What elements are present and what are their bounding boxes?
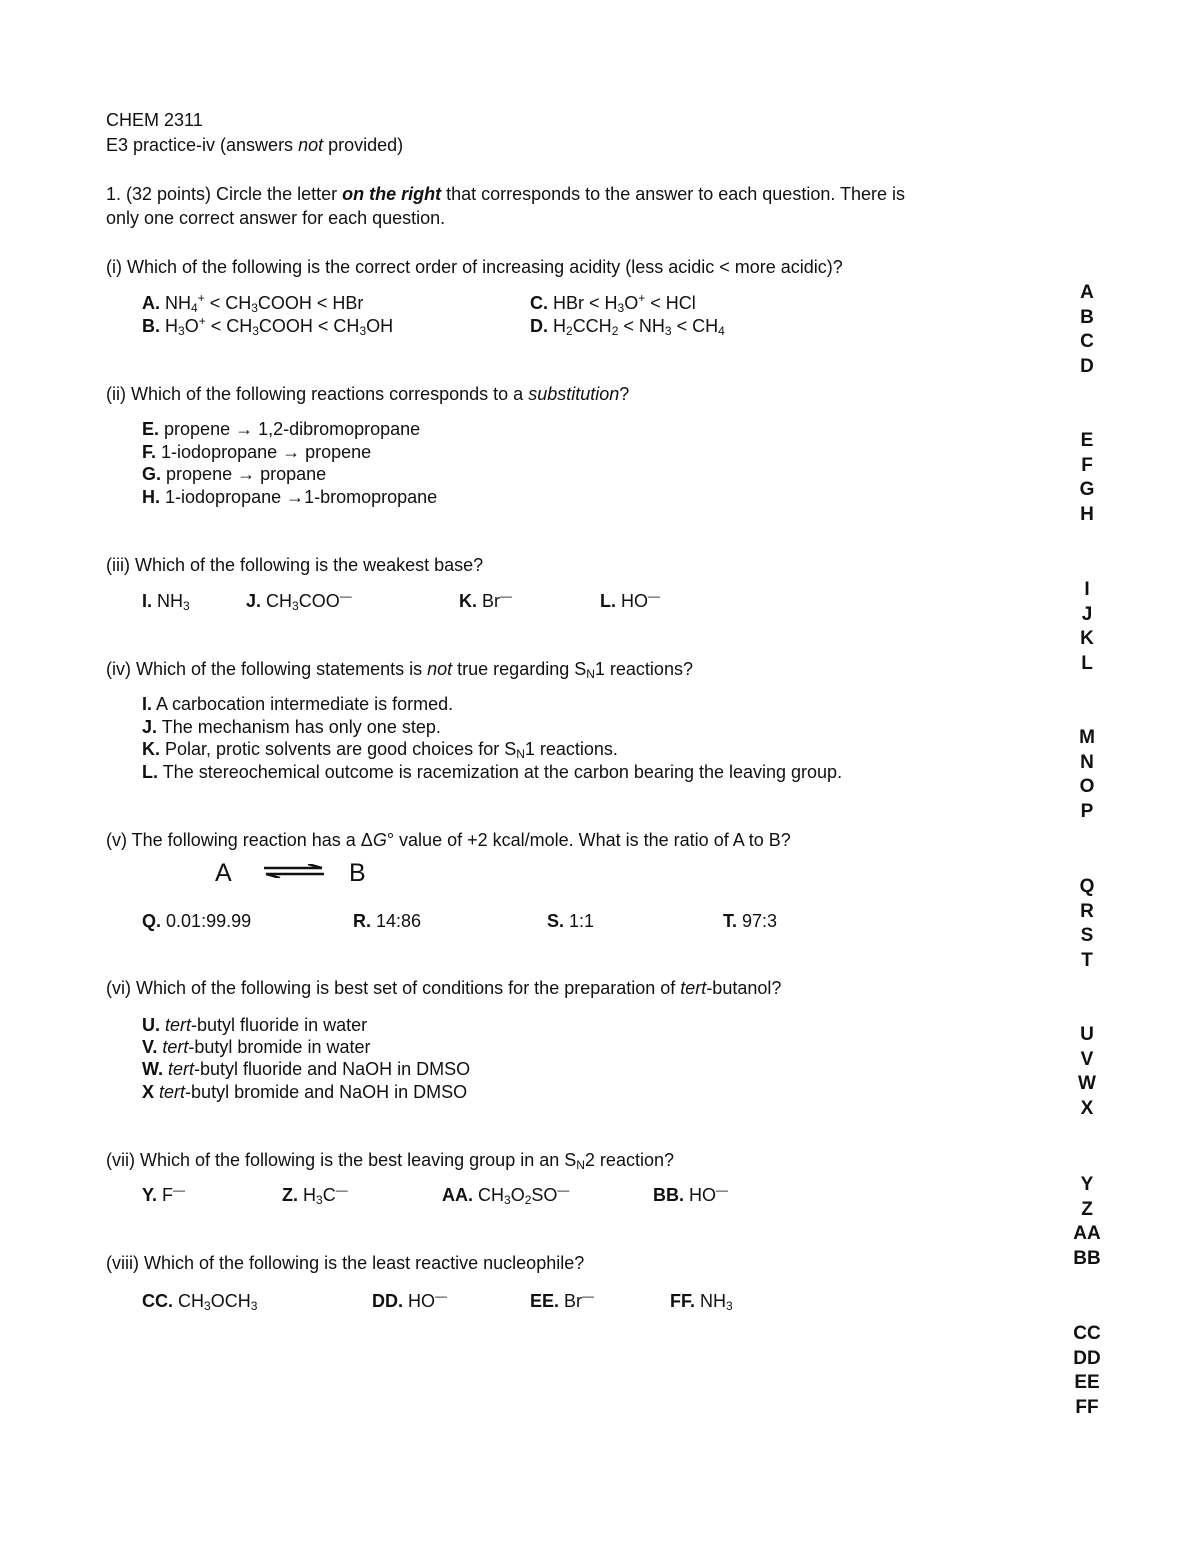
answer-letter[interactable]: W xyxy=(1078,1073,1096,1095)
answer-letter[interactable]: Y xyxy=(1080,1174,1094,1195)
option-s: S. 1:1 xyxy=(547,911,595,931)
option-e: E. propene → 1,2-dibromopropane xyxy=(142,419,421,439)
option-u: U. tert-butyl fluoride in water xyxy=(142,1015,368,1035)
answer-letter[interactable]: FF xyxy=(1075,1397,1099,1419)
answer-letter[interactable]: Z xyxy=(1081,1198,1093,1220)
answer-letter[interactable]: I xyxy=(1084,579,1090,600)
product-b: B xyxy=(349,859,366,887)
option-t: T. 97:3 xyxy=(723,911,778,931)
answer-letter[interactable]: CC xyxy=(1073,1323,1101,1344)
answer-letter[interactable]: BB xyxy=(1073,1248,1101,1270)
option-dd: DD. HO— xyxy=(372,1289,448,1311)
answer-letter[interactable]: G xyxy=(1079,479,1095,501)
instructions-line-1: 1. (32 points) Circle the letter on the right that corresponds to the answer to each question. There is xyxy=(106,184,906,204)
course-title: CHEM 2311 xyxy=(106,110,203,130)
option-bb: BB. HO— xyxy=(653,1183,729,1205)
question-v: (v) The following reaction has a ΔG° value of +2 kcal/mole. What is the ratio of A to B? xyxy=(106,830,791,850)
answer-letter[interactable]: EE xyxy=(1074,1372,1100,1394)
answer-letters-viii xyxy=(1057,1322,1117,1421)
answer-letters-iii xyxy=(1057,578,1117,677)
answer-letter[interactable]: R xyxy=(1080,900,1094,922)
option-j-statement: J. The mechanism has only one step. xyxy=(142,717,441,737)
answer-letter[interactable]: AA xyxy=(1073,1223,1101,1245)
answer-letter[interactable]: L xyxy=(1081,653,1093,675)
question-vii: (vii) Which of the following is the best leaving group in an $S_N2$ reaction? xyxy=(106,1150,674,1172)
option-w: W. tert-butyl fluoride and NaOH in DMSO xyxy=(142,1059,471,1079)
answer-letter[interactable]: P xyxy=(1080,801,1094,823)
equilibrium-arrow-icon xyxy=(262,864,326,878)
option-cc: CC. $CH_3OCH_3$ xyxy=(142,1291,258,1313)
reactant-a: A xyxy=(215,859,232,887)
answer-letter[interactable]: B xyxy=(1080,306,1094,328)
option-a: A. $NH_4^+$ < $CH_3COOH$ < HBr xyxy=(142,291,364,315)
option-i-base: I. $NH_3$ xyxy=(142,591,190,613)
answer-letters-vii xyxy=(1057,1173,1117,1272)
answer-letter[interactable]: N xyxy=(1080,751,1094,773)
option-i-statement: I. A carbocation intermediate is formed. xyxy=(142,694,454,714)
answer-letter[interactable]: K xyxy=(1080,628,1094,650)
answer-letter[interactable]: H xyxy=(1080,504,1094,526)
answer-letter[interactable]: DD xyxy=(1073,1347,1101,1369)
question-ii: (ii) Which of the following reactions corresponds to a substitution? xyxy=(106,384,630,404)
answer-letter[interactable]: Q xyxy=(1079,876,1095,897)
question-iii: (iii) Which of the following is the weakest base? xyxy=(106,555,484,575)
answer-letters-vi xyxy=(1057,1023,1117,1122)
option-y: Y. F— xyxy=(142,1183,186,1205)
answer-letter[interactable]: C xyxy=(1080,331,1094,353)
answer-letter[interactable]: U xyxy=(1080,1024,1094,1045)
option-j-base: J. $CH_3COO^—$ xyxy=(246,589,352,613)
option-ff: FF. $NH_3$ xyxy=(670,1291,733,1313)
answer-letter[interactable]: D xyxy=(1080,356,1094,378)
answer-letters-iv xyxy=(1057,726,1117,825)
question-iv: (iv) Which of the following statements is not true regarding $S_N1$ reactions? xyxy=(106,659,693,681)
answer-letter[interactable]: A xyxy=(1080,282,1094,303)
answer-letter[interactable]: E xyxy=(1080,430,1094,451)
instructions-line-2: only one correct answer for each question. xyxy=(106,208,446,228)
option-c: C. HBr < $H_3O^+$ < HCl xyxy=(530,291,696,315)
answer-letter[interactable]: M xyxy=(1079,727,1095,748)
option-ee: EE. Br— xyxy=(530,1289,595,1311)
option-r: R. 14:86 xyxy=(353,911,422,931)
answer-letter[interactable]: O xyxy=(1079,776,1095,798)
option-x: X tert-butyl bromide and NaOH in DMSO xyxy=(142,1082,468,1102)
option-z: Z. $H_3C^—$ xyxy=(282,1183,348,1207)
exam-subtitle: E3 practice-iv (answers not provided) xyxy=(106,135,404,155)
option-h: H. 1-iodopropane →1-bromopropane xyxy=(142,487,438,507)
option-l-base: L. HO— xyxy=(600,589,661,611)
question-viii: (viii) Which of the following is the least reactive nucleophile? xyxy=(106,1253,585,1273)
option-k-base: K. Br— xyxy=(459,589,513,611)
option-v: V. tert-butyl bromide in water xyxy=(142,1037,371,1057)
answer-letter[interactable]: V xyxy=(1080,1048,1094,1070)
option-b: B. $H_3O^+$ < $CH_3COOH < CH_3OH$ xyxy=(142,314,394,338)
answer-letter[interactable]: X xyxy=(1080,1098,1094,1120)
question-vi: (vi) Which of the following is best set of conditions for the preparation of tert-butanol? xyxy=(106,978,782,998)
answer-letter[interactable]: S xyxy=(1080,925,1094,947)
option-k-statement: K. Polar, protic solvents are good choices for $S_N1$ reactions. xyxy=(142,739,618,761)
option-q: Q. 0.01:99.99 xyxy=(142,911,252,931)
option-f: F. 1-iodopropane → propene xyxy=(142,442,372,462)
answer-letter[interactable]: F xyxy=(1081,454,1093,476)
option-g: G. propene → propane xyxy=(142,464,327,484)
answer-letters-ii xyxy=(1057,429,1117,528)
option-d: D. $H_2CCH_2 < NH_3 < CH_4$ xyxy=(530,316,725,338)
answer-letters-v xyxy=(1057,875,1117,974)
option-l-statement: L. The stereochemical outcome is racemization at the carbon bearing the leaving group. xyxy=(142,762,843,782)
answer-letters-i xyxy=(1057,281,1117,380)
question-i: (i) Which of the following is the correct order of increasing acidity (less acidic < more acidic)? xyxy=(106,257,843,277)
answer-letter[interactable]: J xyxy=(1081,603,1093,625)
option-aa: AA. $CH_3O_2SO^—$ xyxy=(442,1183,570,1207)
answer-letter[interactable]: T xyxy=(1081,950,1093,972)
